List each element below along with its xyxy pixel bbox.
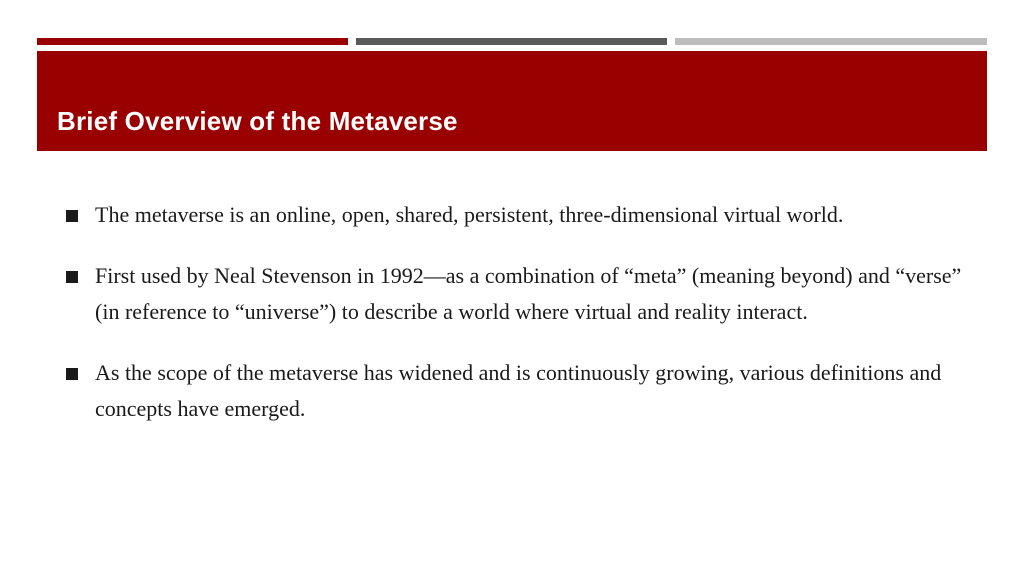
accent-bar-light bbox=[675, 38, 987, 45]
accent-bar-dark bbox=[356, 38, 667, 45]
bullet-item bbox=[66, 197, 966, 233]
square-bullet-icon bbox=[66, 271, 78, 283]
bullet-item bbox=[66, 258, 966, 330]
slide-title: Brief Overview of the Metaverse bbox=[57, 106, 458, 136]
bullet-text: The metaverse is an online, open, shared, persistent, three-dimensional virtual world. bbox=[95, 202, 844, 227]
square-bullet-icon bbox=[66, 368, 78, 380]
bullet-list bbox=[66, 197, 966, 452]
square-bullet-icon bbox=[66, 210, 78, 222]
title-band bbox=[37, 51, 987, 151]
accent-bar-red bbox=[37, 38, 348, 45]
bullet-text: As the scope of the metaverse has widened and is continuously growing, various definitions and concepts have emerged. bbox=[95, 360, 942, 421]
bullet-item bbox=[66, 355, 966, 427]
bullet-text: First used by Neal Stevenson in 1992—as a combination of “meta” (meaning beyond) and “verse” (in reference to “universe”) to describe a world where virtual and reality interact. bbox=[95, 263, 962, 324]
